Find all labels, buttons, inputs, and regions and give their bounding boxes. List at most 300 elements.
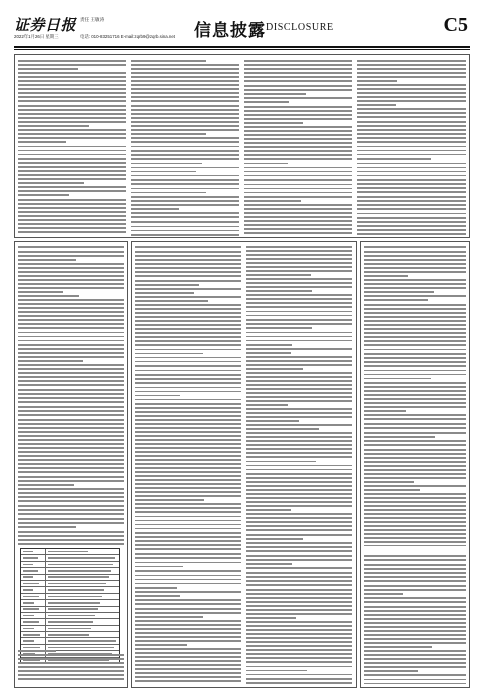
table-cell — [46, 555, 119, 560]
text-line — [135, 540, 241, 542]
text-line — [18, 125, 89, 127]
text-line — [18, 539, 124, 541]
text-line — [364, 622, 466, 624]
text-line — [246, 368, 303, 370]
text-line — [364, 336, 466, 338]
text-line — [364, 593, 403, 595]
text-line — [244, 142, 352, 144]
text-line — [246, 589, 352, 591]
text-line — [364, 564, 466, 566]
text-line — [364, 481, 414, 483]
text-line — [364, 473, 466, 475]
text-line — [364, 251, 466, 253]
text-line — [18, 174, 126, 176]
text-line — [135, 636, 241, 638]
text-line — [244, 68, 352, 70]
text-line — [244, 228, 352, 230]
text-line — [357, 200, 466, 202]
text-line — [135, 411, 241, 413]
text-line — [18, 376, 124, 378]
text-line — [18, 307, 124, 309]
text-line — [18, 518, 124, 520]
text-line — [357, 233, 466, 235]
text-line — [244, 89, 352, 91]
text-line — [246, 298, 352, 300]
text-line — [246, 420, 299, 422]
text-line — [357, 64, 466, 66]
text-line — [364, 453, 466, 455]
text-line — [246, 657, 352, 659]
text-line — [364, 489, 420, 491]
text-line — [18, 372, 124, 374]
text-line — [135, 620, 241, 622]
text-line — [18, 522, 124, 524]
text-line — [246, 670, 307, 672]
text-line — [131, 171, 196, 173]
text-line — [131, 117, 239, 119]
text-line — [357, 179, 466, 181]
left-col-tail — [18, 650, 124, 686]
text-line — [18, 654, 124, 656]
text-line — [357, 133, 466, 135]
text-line — [135, 599, 241, 601]
text-line — [18, 364, 124, 366]
text-line — [18, 406, 124, 408]
text-line — [364, 365, 466, 367]
text-line — [357, 116, 466, 118]
text-line — [246, 633, 352, 635]
text-line — [18, 492, 124, 494]
text-line — [131, 137, 239, 139]
text-line — [357, 141, 466, 143]
text-line — [18, 203, 126, 205]
text-line — [246, 613, 352, 615]
text-line — [135, 553, 241, 555]
text-line — [18, 439, 124, 441]
text-line — [357, 121, 466, 123]
text-line — [18, 401, 124, 403]
text-line — [364, 580, 466, 582]
text-line — [135, 251, 241, 253]
text-line — [246, 250, 352, 252]
text-line — [18, 435, 124, 437]
table-cell — [46, 562, 119, 567]
text-line — [364, 287, 466, 289]
masthead — [14, 12, 470, 46]
text-line — [18, 96, 126, 98]
text-line — [357, 217, 466, 219]
text-line — [364, 626, 466, 628]
text-line — [135, 624, 241, 626]
table-cell — [21, 575, 46, 580]
text-line — [131, 133, 206, 135]
text-line — [135, 566, 183, 568]
text-line — [135, 676, 241, 678]
text-line — [364, 271, 466, 273]
text-line — [244, 200, 301, 202]
text-line — [364, 427, 466, 429]
table-cell — [21, 600, 46, 605]
text-line — [18, 496, 124, 498]
masthead-rule — [14, 46, 470, 48]
text-line — [18, 150, 126, 152]
text-line — [364, 414, 466, 416]
text-line — [246, 509, 291, 511]
text-line — [18, 488, 124, 490]
text-line — [135, 455, 241, 457]
text-line — [18, 251, 124, 253]
text-line — [135, 275, 241, 277]
text-line — [364, 353, 466, 355]
text-line — [246, 348, 352, 350]
text-line — [18, 146, 126, 148]
text-line — [246, 392, 352, 394]
text-line — [131, 129, 239, 131]
text-line — [364, 630, 466, 632]
text-line — [135, 328, 241, 330]
text-line — [135, 467, 241, 469]
text-line — [135, 463, 241, 465]
text-line — [131, 141, 239, 143]
text-line — [246, 432, 352, 434]
text-line — [131, 192, 206, 194]
text-line — [18, 105, 126, 107]
text-line — [18, 340, 124, 342]
text-line — [18, 480, 124, 482]
table-cell — [46, 587, 119, 592]
text-line — [135, 378, 241, 380]
text-line — [246, 678, 352, 680]
text-line — [364, 521, 466, 523]
text-line — [246, 546, 352, 548]
text-line — [246, 597, 352, 599]
text-line — [135, 399, 241, 401]
text-line — [364, 618, 466, 620]
text-line — [244, 212, 352, 214]
text-line — [135, 475, 241, 477]
text-line — [18, 484, 74, 486]
text-line — [246, 456, 352, 458]
text-line — [18, 393, 124, 395]
text-line — [246, 538, 303, 540]
text-line — [135, 316, 241, 318]
text-line — [131, 175, 239, 177]
text-line — [135, 395, 180, 397]
text-line — [364, 444, 466, 446]
table-cell — [21, 549, 46, 554]
text-line — [364, 670, 418, 672]
text-line — [244, 64, 352, 66]
middle-col-1 — [135, 246, 241, 684]
text-line — [364, 493, 466, 495]
text-line — [244, 101, 289, 103]
text-line — [357, 150, 466, 152]
text-line — [18, 650, 56, 652]
text-line — [18, 271, 124, 273]
text-line — [364, 666, 466, 668]
text-line — [357, 171, 466, 173]
text-line — [364, 477, 466, 479]
text-line — [135, 280, 241, 282]
text-line — [246, 559, 352, 561]
text-line — [357, 112, 466, 114]
text-line — [18, 121, 126, 123]
text-line — [18, 84, 126, 86]
text-line — [131, 105, 239, 107]
text-line — [244, 188, 352, 190]
text-line — [364, 683, 466, 685]
text-line — [246, 372, 352, 374]
text-line — [246, 404, 288, 406]
top-col-1 — [18, 60, 126, 236]
text-line — [135, 491, 241, 493]
table-cell — [21, 638, 46, 643]
text-line — [18, 255, 124, 257]
text-line — [18, 199, 126, 201]
text-line — [18, 459, 124, 461]
text-line — [135, 361, 241, 363]
issue-date: 2022年1月26日 星期三 — [14, 34, 59, 39]
text-line — [246, 542, 352, 544]
table-cell — [21, 587, 46, 592]
text-line — [18, 133, 126, 135]
text-line — [18, 423, 124, 425]
text-line — [246, 327, 312, 329]
table-cell — [21, 562, 46, 567]
text-line — [364, 291, 434, 293]
text-line — [18, 291, 63, 293]
text-line — [364, 638, 466, 640]
text-line — [246, 513, 352, 515]
right-col — [364, 246, 466, 546]
text-line — [246, 262, 352, 264]
table-cell — [46, 549, 119, 554]
text-line — [244, 138, 352, 140]
text-line — [131, 125, 239, 127]
text-line — [364, 374, 466, 376]
text-line — [364, 279, 466, 281]
text-line — [131, 167, 239, 169]
text-line — [364, 320, 466, 322]
text-line — [131, 163, 202, 165]
text-line — [135, 374, 241, 376]
text-line — [135, 459, 241, 461]
text-line — [246, 465, 352, 467]
top-col-4 — [357, 60, 466, 236]
text-line — [131, 158, 239, 160]
text-line — [244, 93, 306, 95]
text-line — [364, 304, 466, 306]
text-line — [18, 267, 124, 269]
text-line — [18, 356, 124, 358]
text-line — [246, 452, 352, 454]
text-line — [135, 403, 241, 405]
text-line — [246, 294, 352, 296]
table-cell — [21, 555, 46, 560]
text-line — [135, 439, 241, 441]
text-line — [18, 246, 124, 248]
text-line — [244, 167, 352, 169]
text-line — [246, 360, 352, 362]
text-line — [135, 528, 241, 530]
table-cell — [21, 626, 46, 631]
text-line — [18, 129, 126, 131]
text-line — [364, 585, 466, 587]
text-line — [131, 68, 239, 70]
text-line — [135, 288, 241, 290]
text-line — [364, 361, 466, 363]
text-line — [364, 559, 466, 561]
left-col — [18, 246, 124, 546]
text-line — [357, 96, 466, 98]
text-line — [135, 344, 241, 346]
text-line — [364, 440, 466, 442]
table-cell — [46, 607, 119, 612]
editor-line: 责任 王敏涛 — [80, 17, 105, 22]
text-line — [18, 227, 126, 229]
text-line — [364, 517, 466, 519]
table-cell — [46, 619, 119, 624]
text-line — [18, 666, 124, 668]
text-line — [135, 357, 241, 359]
text-line — [135, 443, 241, 445]
text-line — [18, 670, 124, 672]
text-line — [18, 360, 83, 362]
text-line — [18, 674, 124, 676]
text-line — [364, 349, 466, 351]
text-line — [246, 563, 292, 565]
text-line — [135, 652, 241, 654]
text-line — [364, 259, 466, 261]
text-line — [18, 451, 124, 453]
text-line — [131, 113, 239, 115]
text-line — [364, 436, 435, 438]
text-line — [135, 644, 187, 646]
text-line — [357, 167, 466, 169]
text-line — [364, 410, 406, 412]
text-line — [357, 80, 397, 82]
text-line — [18, 455, 124, 457]
table-cell — [21, 568, 46, 573]
text-line — [131, 230, 239, 232]
text-line — [364, 465, 466, 467]
text-line — [244, 97, 352, 99]
text-line — [246, 481, 352, 483]
text-line — [135, 336, 241, 338]
text-line — [131, 188, 239, 190]
text-line — [18, 431, 124, 433]
text-line — [18, 287, 124, 289]
text-line — [357, 183, 466, 185]
text-line — [18, 182, 84, 184]
top-col-2 — [131, 60, 239, 236]
text-line — [364, 418, 466, 420]
text-line — [18, 463, 124, 465]
text-line — [244, 220, 352, 222]
text-line — [244, 110, 352, 112]
table-cell — [21, 581, 46, 586]
masthead-rule-thin — [14, 49, 470, 50]
text-line — [18, 471, 124, 473]
text-line — [131, 96, 239, 98]
text-line — [246, 555, 352, 557]
text-line — [364, 328, 466, 330]
text-line — [135, 632, 241, 634]
text-line — [357, 175, 466, 177]
text-line — [364, 674, 466, 676]
text-line — [246, 344, 292, 346]
text-line — [246, 666, 352, 668]
text-line — [135, 308, 241, 310]
text-line — [18, 92, 126, 94]
text-line — [364, 386, 466, 388]
text-line — [135, 672, 241, 674]
text-line — [135, 579, 241, 581]
text-line — [18, 279, 124, 281]
text-line — [135, 370, 241, 372]
text-line — [18, 211, 126, 213]
text-line — [364, 398, 466, 400]
text-line — [357, 208, 466, 210]
text-line — [357, 137, 466, 139]
text-line — [364, 634, 466, 636]
text-line — [357, 60, 466, 62]
text-line — [364, 382, 466, 384]
text-line — [364, 423, 466, 425]
text-line — [246, 601, 352, 603]
text-line — [244, 154, 352, 156]
text-line — [246, 336, 352, 338]
text-line — [135, 353, 203, 355]
text-line — [131, 204, 239, 206]
text-line — [246, 274, 311, 276]
text-line — [135, 391, 241, 393]
text-line — [135, 616, 203, 618]
text-line — [244, 175, 352, 177]
text-line — [364, 370, 466, 372]
text-line — [18, 427, 124, 429]
text-line — [357, 187, 466, 189]
text-line — [364, 263, 466, 265]
text-line — [18, 117, 126, 119]
text-line — [364, 658, 466, 660]
text-line — [18, 414, 124, 416]
text-line — [246, 270, 352, 272]
text-line — [135, 628, 241, 630]
text-line — [246, 388, 352, 390]
text-line — [131, 72, 239, 74]
text-line — [244, 208, 352, 210]
text-line — [131, 208, 179, 210]
text-line — [246, 653, 352, 655]
text-line — [244, 171, 352, 173]
text-line — [357, 68, 466, 70]
text-line — [364, 646, 432, 648]
text-line — [364, 283, 466, 285]
text-line — [364, 402, 466, 404]
text-line — [357, 125, 466, 127]
text-line — [246, 529, 352, 531]
text-line — [246, 332, 352, 334]
text-line — [18, 332, 124, 334]
text-line — [135, 544, 241, 546]
text-line — [364, 601, 466, 603]
text-line — [246, 416, 352, 418]
text-line — [131, 234, 239, 236]
text-line — [246, 629, 352, 631]
text-line — [135, 246, 241, 248]
text-line — [135, 267, 241, 269]
